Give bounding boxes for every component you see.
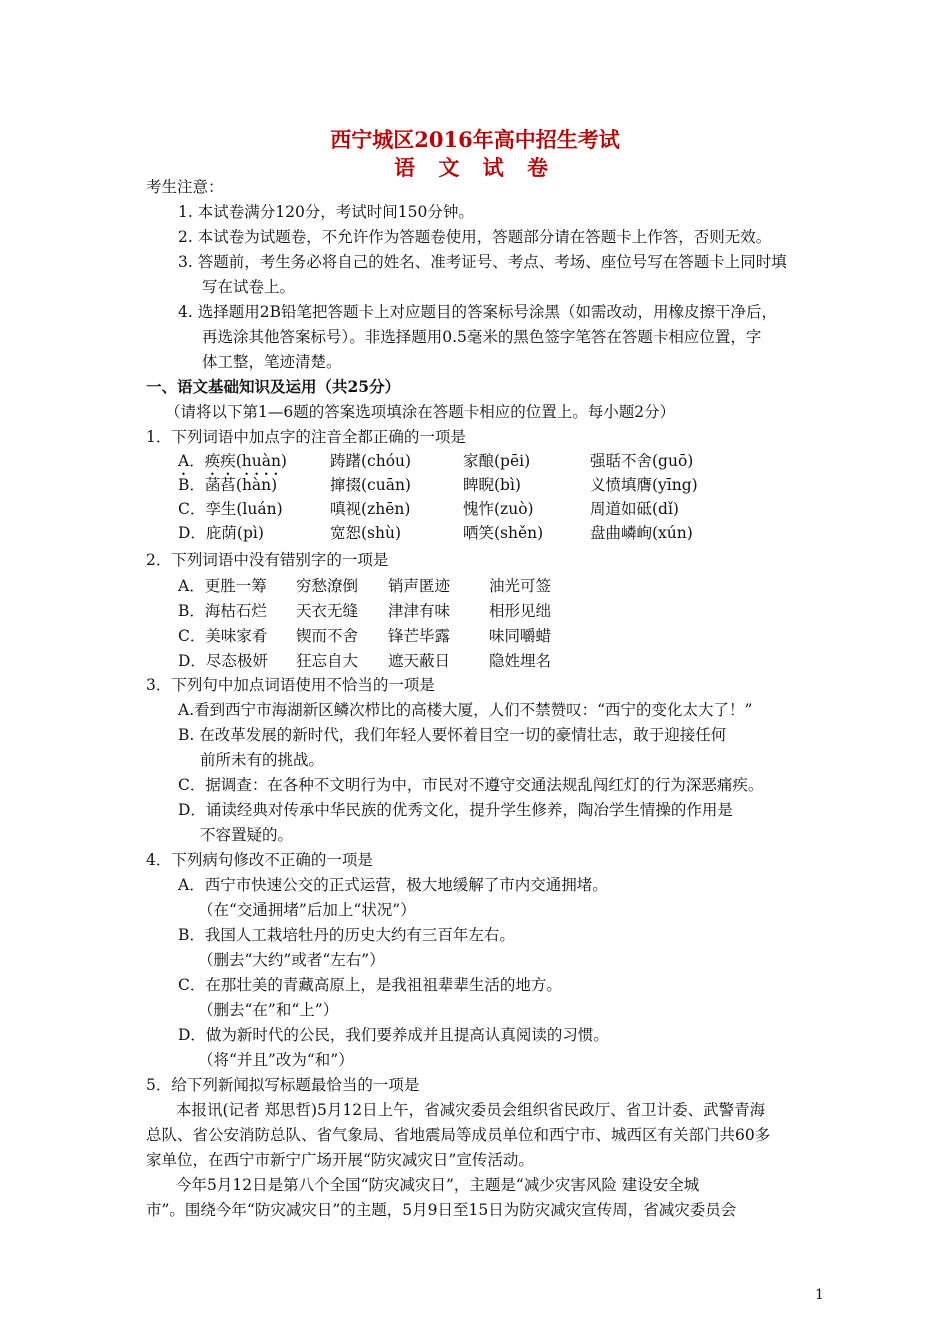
option-cell: 睥睨(bì) bbox=[463, 476, 521, 494]
news-paragraph-line: 总队、省公安消防总队、省气象局、省地震局等成员单位和西宁市、城西区有关部门共60多 bbox=[146, 1126, 771, 1144]
question-3-line: C．据调查：在各种不文明行为中，市民对不遵守交通法规乱闯红灯的行为深恶痛疾。 bbox=[178, 776, 764, 794]
option-cell: C．美味家肴 bbox=[178, 627, 268, 645]
option-cell: 宽恕(shù) bbox=[330, 524, 402, 542]
question-3-line: D．诵读经典对传承中华民族的优秀文化，提升学生修养，陶冶学生情操的作用是 bbox=[178, 801, 733, 819]
option-cell: D．庇荫(pì) bbox=[178, 524, 264, 542]
option-cell: 味同嚼蜡 bbox=[489, 627, 552, 645]
option-cell: 津津有味 bbox=[388, 602, 451, 620]
notice-item: 体工整，笔迹清楚。 bbox=[202, 353, 342, 371]
option-cell: 锲而不舍 bbox=[296, 627, 359, 645]
option-cell: 强聒不舍(guō) bbox=[590, 452, 694, 470]
question-2-stem: 2．下列词语中没有错别字的一项是 bbox=[146, 551, 389, 569]
option-cell: 相形见绌 bbox=[489, 602, 552, 620]
option-cell: 嗔视(zhēn) bbox=[330, 500, 411, 518]
section-heading: 一、语文基础知识及运用（共25分） bbox=[146, 377, 401, 396]
question-4-line: （在“交通拥堵”后加上“状况”） bbox=[198, 901, 416, 919]
section-instruction: （请将以下第1—6题的答案选项填涂在答题卡相应的位置上。每小题2分） bbox=[165, 403, 676, 421]
option-cell: A．痪疾(huàn) bbox=[178, 452, 287, 470]
option-cell: 锋芒毕露 bbox=[388, 627, 451, 645]
question-4-line: B．我国人工栽培牡丹的历史大约有三百年左右。 bbox=[178, 926, 515, 944]
question-3-line: A.看到西宁市海湖新区鳞次栉比的高楼大厦，人们不禁赞叹：“西宁的变化太大了！” bbox=[178, 701, 753, 719]
question-4-line: C．在那壮美的青藏高原上，是我祖祖辈辈生活的地方。 bbox=[178, 976, 562, 994]
option-cell: 家酿(pēi) bbox=[463, 452, 531, 470]
question-4-line: D．做为新时代的公民，我们要养成并且提高认真阅读的习惯。 bbox=[178, 1026, 609, 1044]
question-3-stem: 3．下列句中加点词语使用不恰当的一项是 bbox=[146, 676, 435, 694]
exam-subtitle: 语 文 试 卷 bbox=[394, 155, 556, 180]
page-number: 1 bbox=[815, 1287, 824, 1303]
news-paragraph-line: 家单位，在西宁市新宁广场开展“防灾减灾日”宣传活动。 bbox=[146, 1151, 534, 1169]
option-cell: 周道如砥(dǐ) bbox=[590, 500, 679, 518]
option-cell: 义愤填膺(yīng) bbox=[590, 476, 698, 494]
question-1-stem: 1．下列词语中加点字的注音全都正确的一项是 bbox=[146, 428, 466, 446]
question-5-stem: 5．给下列新闻拟写标题最恰当的一项是 bbox=[146, 1076, 420, 1094]
question-4-line: （删去“大约”或者“左右”） bbox=[198, 951, 385, 969]
notice-item: 3. 答题前，考生务必将自己的姓名、准考证号、考点、考场、座位号写在答题卡上同时填 bbox=[178, 253, 787, 271]
option-cell: 隐姓埋名 bbox=[489, 652, 552, 670]
option-cell: A．更胜一筹 bbox=[178, 577, 267, 595]
question-3-line: 前所未有的挑战。 bbox=[200, 751, 325, 769]
news-paragraph-line: 市”。围绕今年“防灾减灾日”的主题，5月9日至15日为防灾减灾宣传周，省减灾委员会 bbox=[146, 1201, 737, 1219]
question-3-line: 不容置疑的。 bbox=[200, 826, 294, 844]
option-cell: 哂笑(shěn) bbox=[463, 524, 544, 542]
option-cell: B．菡萏(hàn) bbox=[178, 476, 278, 494]
option-cell: 天衣无缝 bbox=[296, 602, 359, 620]
option-cell: 踌躇(chóu) bbox=[330, 452, 412, 470]
option-cell: C．孪生(luán) bbox=[178, 500, 283, 518]
option-cell: 油光可签 bbox=[489, 577, 552, 595]
question-3-line: B. 在改革发展的新时代，我们年轻人要怀着目空一切的豪情壮志，敢于迎接任何 bbox=[178, 726, 727, 744]
exam-title: 西宁城区2016年高中招生考试 bbox=[330, 127, 620, 152]
notice-item: 写在试卷上。 bbox=[202, 278, 296, 296]
question-4-stem: 4．下列病句修改不正确的一项是 bbox=[146, 851, 373, 869]
option-cell: 撺掇(cuān) bbox=[330, 476, 411, 494]
question-4-line: （将“并且”改为“和”） bbox=[198, 1051, 354, 1069]
notice-item: 4. 选择题用2B铅笔把答题卡上对应题目的答案标号涂黑（如需改动，用橡皮擦干净后， bbox=[178, 303, 777, 321]
option-cell: 穷愁潦倒 bbox=[296, 577, 359, 595]
news-paragraph-line: 今年5月12日是第八个全国“防灾减灾日”，主题是“减少灾害风险 建设安全城 bbox=[176, 1176, 700, 1194]
notice-item: 1. 本试卷满分120分，考试时间150分钟。 bbox=[178, 203, 474, 221]
option-cell: 狂忘自大 bbox=[296, 652, 359, 670]
option-cell: 盘曲嶙峋(xún) bbox=[590, 524, 693, 542]
question-4-line: A．西宁市快速公交的正式运营，极大地缓解了市内交通拥堵。 bbox=[178, 876, 608, 894]
notice-item: 2. 本试卷为试题卷，不允许作为答题卷使用，答题部分请在答题卡上作答，否则无效。 bbox=[178, 228, 772, 246]
question-4-line: （删去“在”和“上”） bbox=[198, 1001, 339, 1019]
option-cell: D．尽态极妍 bbox=[178, 652, 268, 670]
notice-heading: 考生注意： bbox=[146, 178, 224, 196]
option-cell: 遮天蔽日 bbox=[388, 652, 451, 670]
option-cell: 愧怍(zuò) bbox=[463, 500, 534, 518]
notice-item: 再选涂其他答案标号）。非选择题用0.5毫米的黑色签字笔答在答题卡相应位置，字 bbox=[202, 328, 762, 346]
news-paragraph-line: 本报讯(记者 郑思哲)5月12日上午，省减灾委员会组织省民政厅、省卫计委、武警青海 bbox=[176, 1101, 766, 1119]
option-cell: B．海枯石烂 bbox=[178, 602, 267, 620]
option-cell: 销声匿迹 bbox=[388, 577, 451, 595]
